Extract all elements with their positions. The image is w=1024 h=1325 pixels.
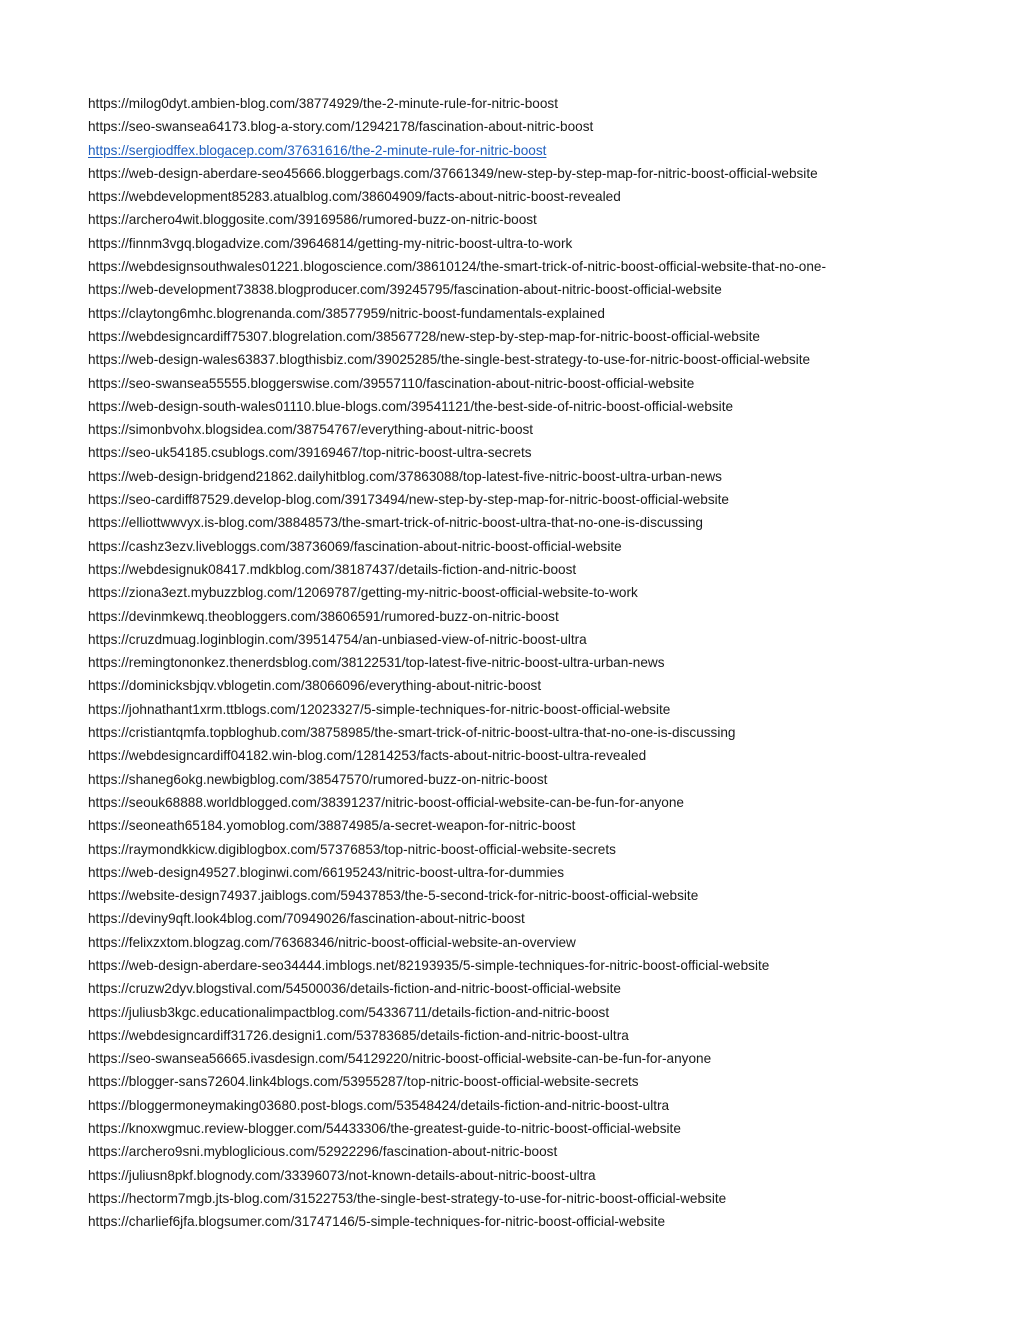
url-text: https://seo-uk54185.csublogs.com/39169467/top-nitric-boost-ultra-secrets	[88, 445, 532, 461]
url-text: https://seo-swansea55555.bloggerswise.com/39557110/fascination-about-nitric-boost-official-website	[88, 375, 695, 391]
url-line	[88, 372, 944, 395]
url-text: https://ziona3ezt.mybuzzblog.com/12069787/getting-my-nitric-boost-official-website-to-work	[88, 585, 638, 601]
url-text: https://seo-swansea64173.blog-a-story.com/12942178/fascination-about-nitric-boost	[88, 119, 594, 135]
url-line	[88, 628, 944, 651]
url-text: https://cruzdmuag.loginblogin.com/39514754/an-unbiased-view-of-nitric-boost-ultra	[88, 631, 587, 647]
url-line	[88, 838, 944, 861]
url-line	[88, 325, 944, 348]
url-line	[88, 232, 944, 255]
url-text: https://milog0dyt.ambien-blog.com/38774929/the-2-minute-rule-for-nitric-boost	[88, 96, 558, 111]
url-text: https://web-design-south-wales01110.blue-blogs.com/39541121/the-best-side-of-nitric-boost-official-website	[88, 398, 734, 414]
url-line	[88, 861, 944, 884]
url-line	[88, 698, 944, 721]
url-line	[88, 92, 944, 115]
url-line	[88, 1187, 944, 1210]
url-list	[88, 92, 944, 1234]
url-line	[88, 558, 944, 581]
url-line	[88, 1140, 944, 1163]
url-line	[88, 208, 944, 231]
url-text: https://webdevelopment85283.atualblog.com/38604909/facts-about-nitric-boost-revealed	[88, 189, 621, 205]
url-line	[88, 1024, 944, 1047]
url-line	[88, 814, 944, 837]
url-text: https://web-development73838.blogproducer.com/39245795/fascination-about-nitric-boost-official-website	[88, 282, 722, 298]
url-line	[88, 535, 944, 558]
url-text: https://archero9sni.mybloglicious.com/52922296/fascination-about-nitric-boost	[88, 1144, 558, 1160]
url-text: https://web-design-aberdare-seo34444.imblogs.net/82193935/5-simple-techniques-for-nitric-boost-official-website	[88, 957, 770, 973]
url-text: https://deviny9qft.look4blog.com/70949026/fascination-about-nitric-boost	[88, 911, 525, 927]
url-text: https://web-design-wales63837.blogthisbiz.com/39025285/the-single-best-strategy-to-use-for-nitric-boost-official-website	[88, 352, 811, 368]
url-line	[88, 162, 944, 185]
url-text: https://archero4wit.bloggosite.com/39169586/rumored-buzz-on-nitric-boost	[88, 212, 537, 228]
url-line	[88, 884, 944, 907]
url-line	[88, 581, 944, 604]
url-text: https://raymondkkicw.digiblogbox.com/57376853/top-nitric-boost-official-website-secrets	[88, 841, 616, 857]
url-line	[88, 302, 944, 325]
url-text: https://dominicksbjqv.vblogetin.com/38066096/everything-about-nitric-boost	[88, 678, 542, 694]
url-line	[88, 441, 944, 464]
url-text: https://elliottwwvyx.is-blog.com/38848573/the-smart-trick-of-nitric-boost-ultra-that-no-one-is-discussing	[88, 515, 703, 531]
url-line	[88, 185, 944, 208]
url-text: https://cristiantqmfa.topbloghub.com/38758985/the-smart-trick-of-nitric-boost-ultra-that-no-one-is-discussing	[88, 725, 736, 741]
url-line	[88, 395, 944, 418]
url-text: https://web-design-bridgend21862.dailyhitblog.com/37863088/top-latest-five-nitric-boost-ultra-urban-news	[88, 468, 722, 484]
url-line	[88, 651, 944, 674]
url-text: https://webdesigncardiff04182.win-blog.com/12814253/facts-about-nitric-boost-ultra-revealed	[88, 748, 647, 764]
url-line	[88, 1047, 944, 1070]
url-line	[88, 674, 944, 697]
url-line	[88, 1164, 944, 1187]
url-text: https://seoneath65184.yomoblog.com/38874985/a-secret-weapon-for-nitric-boost	[88, 818, 576, 834]
url-text: https://johnathant1xrm.ttblogs.com/12023327/5-simple-techniques-for-nitric-boost-official-website	[88, 701, 671, 717]
url-text: https://webdesignuk08417.mdkblog.com/38187437/details-fiction-and-nitric-boost	[88, 561, 577, 577]
url-text: https://remingtononkez.thenerdsblog.com/38122531/top-latest-five-nitric-boost-ultra-urban-news	[88, 655, 665, 671]
url-line	[88, 278, 944, 301]
url-text: https://bloggermoneymaking03680.post-blogs.com/53548424/details-fiction-and-nitric-boost-ultra	[88, 1097, 670, 1113]
url-text: https://juliusn8pkf.blognody.com/33396073/not-known-details-about-nitric-boost-ultra	[88, 1167, 596, 1183]
url-line	[88, 1210, 944, 1233]
url-line	[88, 931, 944, 954]
url-text: https://devinmkewq.theobloggers.com/38606591/rumored-buzz-on-nitric-boost	[88, 608, 559, 624]
url-line	[88, 255, 944, 278]
url-text: https://simonbvohx.blogsidea.com/38754767/everything-about-nitric-boost	[88, 422, 534, 438]
url-text: https://seo-cardiff87529.develop-blog.com/39173494/new-step-by-step-map-for-nitric-boost-official-website	[88, 492, 729, 508]
url-line	[88, 115, 944, 138]
url-line	[88, 348, 944, 371]
url-line	[88, 605, 944, 628]
url-link-text[interactable]: https://sergiodffex.blogacep.com/37631616/the-2-minute-rule-for-nitric-boost	[88, 142, 547, 158]
url-line	[88, 511, 944, 534]
url-line	[88, 977, 944, 1000]
url-line	[88, 465, 944, 488]
url-line	[88, 1094, 944, 1117]
url-line	[88, 954, 944, 977]
url-line	[88, 1070, 944, 1093]
url-text: https://knoxwgmuc.review-blogger.com/54433306/the-greatest-guide-to-nitric-boost-official-website	[88, 1121, 681, 1137]
url-text: https://seo-swansea56665.ivasdesign.com/54129220/nitric-boost-official-website-can-be-fun-for-anyone	[88, 1051, 712, 1067]
url-text: https://blogger-sans72604.link4blogs.com/53955287/top-nitric-boost-official-website-secrets	[88, 1074, 639, 1090]
url-line	[88, 1117, 944, 1140]
url-text: https://web-design49527.bloginwi.com/66195243/nitric-boost-ultra-for-dummies	[88, 864, 565, 880]
url-text: https://cruzw2dyv.blogstival.com/54500036/details-fiction-and-nitric-boost-official-website	[88, 981, 621, 997]
url-line	[88, 488, 944, 511]
url-text: https://cashz3ezv.livebloggs.com/38736069/fascination-about-nitric-boost-official-website	[88, 538, 622, 554]
url-link-line[interactable]	[88, 139, 944, 162]
url-text: https://charlief6jfa.blogsumer.com/31747146/5-simple-techniques-for-nitric-boost-official-website	[88, 1214, 666, 1230]
url-line	[88, 791, 944, 814]
url-text: https://claytong6mhc.blogrenanda.com/38577959/nitric-boost-fundamentals-explained	[88, 305, 605, 321]
url-text: https://hectorm7mgb.jts-blog.com/31522753/the-single-best-strategy-to-use-for-nitric-boost-official-website	[88, 1190, 727, 1206]
url-line	[88, 1001, 944, 1024]
url-line	[88, 721, 944, 744]
url-text: https://juliusb3kgc.educationalimpactblog.com/54336711/details-fiction-and-nitric-boost	[88, 1004, 610, 1020]
url-text: https://web-design-aberdare-seo45666.bloggerbags.com/37661349/new-step-by-step-map-for-nitric-boost-official-website	[88, 165, 818, 181]
url-text: https://webdesignsouthwales01221.blogoscience.com/38610124/the-smart-trick-of-nitric-boost-official-website-that-no-one-	[88, 259, 826, 275]
url-text: https://felixzxtom.blogzag.com/76368346/nitric-boost-official-website-an-overview	[88, 934, 576, 950]
url-text: https://webdesigncardiff75307.blogrelation.com/38567728/new-step-by-step-map-for-nitric-boost-official-website	[88, 328, 760, 344]
url-text: https://website-design74937.jaiblogs.com/59437853/the-5-second-trick-for-nitric-boost-official-website	[88, 888, 699, 904]
url-text: https://finnm3vgq.blogadvize.com/39646814/getting-my-nitric-boost-ultra-to-work	[88, 235, 573, 251]
url-line	[88, 418, 944, 441]
url-text: https://webdesigncardiff31726.designi1.com/53783685/details-fiction-and-nitric-boost-ultra	[88, 1027, 629, 1043]
url-line	[88, 907, 944, 930]
url-line	[88, 744, 944, 767]
url-text: https://shaneg6okg.newbigblog.com/38547570/rumored-buzz-on-nitric-boost	[88, 771, 548, 787]
url-text: https://seouk68888.worldblogged.com/38391237/nitric-boost-official-website-can-be-fun-for-anyone	[88, 794, 684, 810]
url-line	[88, 768, 944, 791]
